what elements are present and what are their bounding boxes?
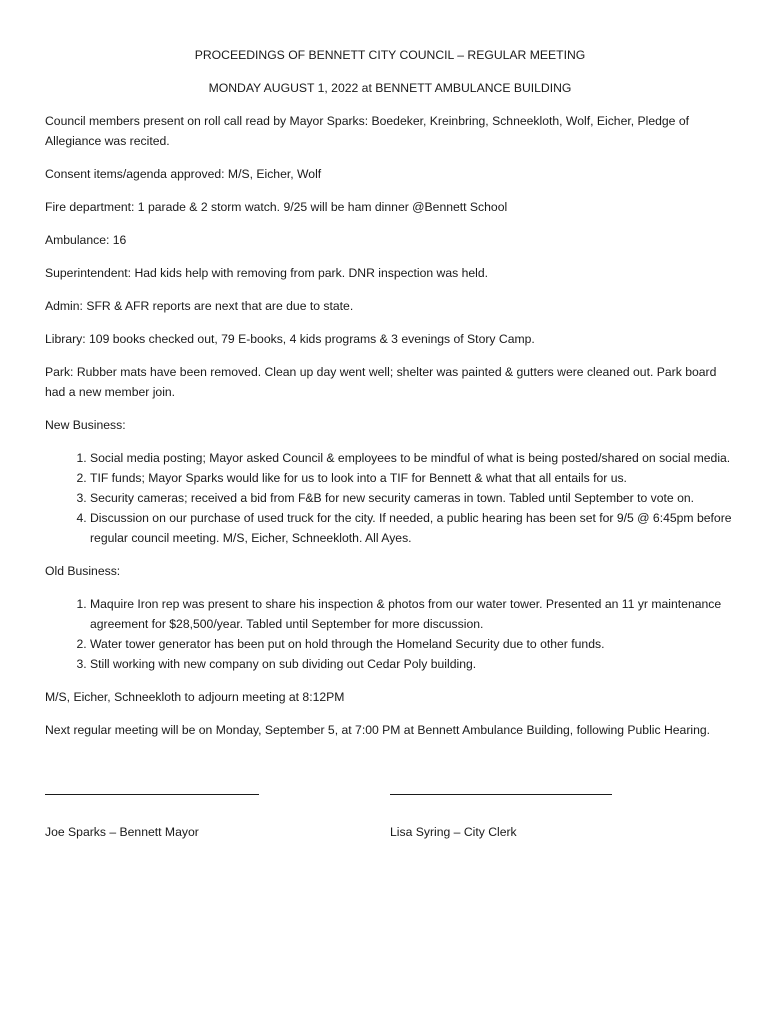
park-paragraph: Park: Rubber mats have been removed. Clean up day went well; shelter was painted & gutters were cleaned out. Park board had a new member join. <box>45 365 717 399</box>
list-item: 3. Still working with new company on sub dividing out Cedar Poly building. <box>90 654 735 674</box>
admin-paragraph: Admin: SFR & AFR reports are next that are due to state. <box>45 299 354 313</box>
clerk-signature <box>390 784 735 842</box>
list-item: 3. Security cameras; received a bid from F&B for new security cameras in town. Tabled until September to vote on. <box>90 488 735 508</box>
superintendent-paragraph: Superintendent: Had kids help with removing from park. DNR inspection was held. <box>45 266 489 280</box>
ambulance-paragraph: Ambulance: 16 <box>45 233 127 247</box>
signature-line <box>390 794 612 795</box>
signature-line <box>45 794 259 795</box>
list-item: 4. Discussion on our purchase of used truck for the city. If needed, a public hearing has been set for 9/5 @ 6:45pm before regular council meeting. M/S, Eicher, Schneekloth. All Ayes. <box>90 508 735 548</box>
old-business-heading: Old Business: <box>45 564 121 578</box>
list-item: 1. Maquire Iron rep was present to share his inspection & photos from our water tower. Presented an 11 yr maintenance agreement for $28,500/year. Tabled until September for more discussion. <box>90 594 735 634</box>
list-item: 2. TIF funds; Mayor Sparks would like for us to look into a TIF for Bennett & what that all entails for us. <box>90 468 735 488</box>
next-meeting-paragraph: Next regular meeting will be on Monday, September 5, at 7:00 PM at Bennett Ambulance Building, following Public Hearing. <box>45 723 711 737</box>
list-item: 1. Social media posting; Mayor asked Council & employees to be mindful of what is being posted/shared on social media. <box>90 448 735 468</box>
clerk-name: Lisa Syring – City Clerk <box>390 825 517 839</box>
fire-department-paragraph: Fire department: 1 parade & 2 storm watch. 9/25 will be ham dinner @Bennett School <box>45 200 508 214</box>
document-title: PROCEEDINGS OF BENNETT CITY COUNCIL – REGULAR MEETING <box>194 48 586 62</box>
mayor-name: Joe Sparks – Bennett Mayor <box>45 825 199 839</box>
old-business-list <box>45 594 735 674</box>
new-business-heading: New Business: <box>45 418 126 432</box>
adjourn-paragraph: M/S, Eicher, Schneekloth to adjourn meeting at 8:12PM <box>45 690 345 704</box>
roll-call-paragraph: Council members present on roll call read by Mayor Sparks: Boedeker, Kreinbring, Schneekloth, Wolf, Eicher, Pledge of Allegiance was recited. <box>45 114 690 148</box>
mayor-signature <box>45 784 390 842</box>
signature-block <box>45 784 735 842</box>
document-page <box>45 45 735 842</box>
library-paragraph: Library: 109 books checked out, 79 E-books, 4 kids programs & 3 evenings of Story Camp. <box>45 332 535 346</box>
meeting-date-location: MONDAY AUGUST 1, 2022 at BENNETT AMBULANCE BUILDING <box>208 81 572 95</box>
list-item: 2. Water tower generator has been put on hold through the Homeland Security due to other funds. <box>90 634 735 654</box>
consent-paragraph: Consent items/agenda approved: M/S, Eicher, Wolf <box>45 167 322 181</box>
new-business-list <box>45 448 735 548</box>
